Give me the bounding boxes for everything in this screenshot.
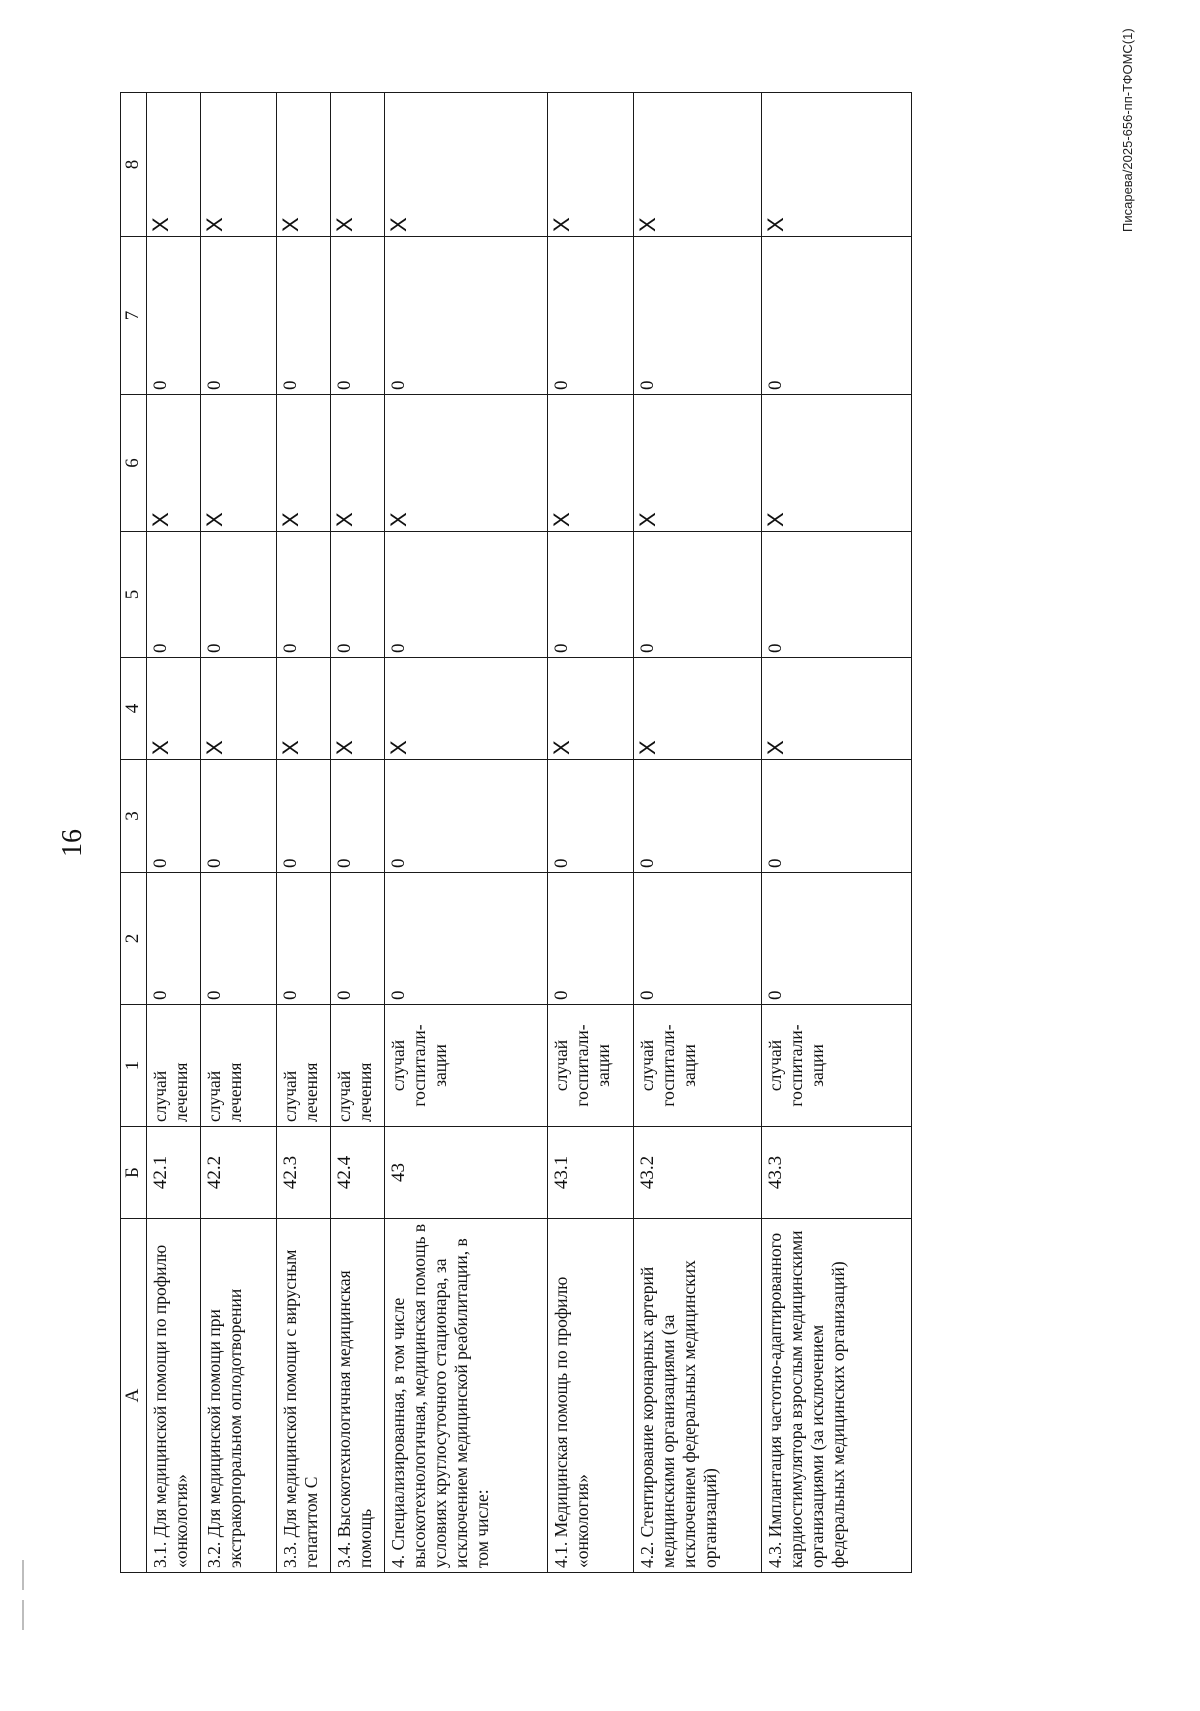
header-cell-7: 7 xyxy=(121,237,147,395)
table-header-row xyxy=(121,93,147,1573)
unit-cell: случай госпитали-зации xyxy=(385,1005,548,1127)
row-code: 43 xyxy=(385,1127,548,1219)
x-mark: X xyxy=(385,658,548,760)
unit-cell: случай лечения xyxy=(277,1005,331,1127)
x-mark: X xyxy=(277,93,331,237)
value-cell: 0 xyxy=(147,760,201,873)
value-cell: 0 xyxy=(147,237,201,395)
unit-cell: случай лечения xyxy=(147,1005,201,1127)
unit-cell: случай госпитали-зации xyxy=(548,1005,634,1127)
value-cell: 0 xyxy=(634,760,762,873)
value-cell: 0 xyxy=(277,873,331,1005)
value-cell: 0 xyxy=(762,873,912,1005)
row-code: 42.4 xyxy=(331,1127,385,1219)
header-cell-6: 6 xyxy=(121,395,147,532)
value-cell: 0 xyxy=(331,532,385,658)
scan-edge-mark xyxy=(22,1600,24,1630)
x-mark: X xyxy=(762,93,912,237)
unit-cell: случай госпитали-зации xyxy=(762,1005,912,1127)
header-cell-1: 1 xyxy=(121,1005,147,1127)
x-mark: X xyxy=(331,93,385,237)
x-mark: X xyxy=(548,658,634,760)
x-mark: X xyxy=(147,658,201,760)
unit-cell: случай госпитали-зации xyxy=(634,1005,762,1127)
value-cell: 0 xyxy=(634,873,762,1005)
value-cell: 0 xyxy=(548,237,634,395)
value-cell: 0 xyxy=(385,237,548,395)
table-row xyxy=(762,93,912,1573)
row-title: 4.3. Имплантация частотно-адаптированного кардиостимулятора взрослым медицинскими организациями (за исключением федеральных медицинских организаций) xyxy=(762,1219,912,1573)
table-row xyxy=(548,93,634,1573)
value-cell: 0 xyxy=(277,237,331,395)
document-code: Писарева/2025-656-пп-ТФОМС(1) xyxy=(1120,28,1135,232)
value-cell: 0 xyxy=(385,532,548,658)
header-cell-b: Б xyxy=(121,1127,147,1219)
value-cell: 0 xyxy=(147,873,201,1005)
table-row xyxy=(147,93,201,1573)
value-cell: 0 xyxy=(634,237,762,395)
scan-edge-mark xyxy=(22,1560,24,1590)
x-mark: X xyxy=(147,395,201,532)
unit-cell: случай лечения xyxy=(331,1005,385,1127)
value-cell: 0 xyxy=(762,532,912,658)
row-code: 43.2 xyxy=(634,1127,762,1219)
table-row xyxy=(385,93,548,1573)
value-cell: 0 xyxy=(201,237,277,395)
row-title: 4.2. Стентирование коронарных артерий медицинскими организациями (за исключением федеральных медицинских организаций) xyxy=(634,1219,762,1573)
row-code: 42.2 xyxy=(201,1127,277,1219)
value-cell: 0 xyxy=(331,760,385,873)
header-cell-4: 4 xyxy=(121,658,147,760)
table-row xyxy=(331,93,385,1573)
rotated-table-container xyxy=(120,93,1000,1573)
row-title: 4. Специализированная, в том числе высокотехнологичная, медицинская помощь в условиях круглосуточного стационара, за исключением медицинской реабилитации, в том числе: xyxy=(385,1219,548,1573)
header-cell-2: 2 xyxy=(121,873,147,1005)
x-mark: X xyxy=(385,93,548,237)
row-title: 3.1. Для медицинской помощи по профилю «онкология» xyxy=(147,1219,201,1573)
header-cell-5: 5 xyxy=(121,532,147,658)
x-mark: X xyxy=(331,395,385,532)
header-cell-8: 8 xyxy=(121,93,147,237)
table-row xyxy=(277,93,331,1573)
row-code: 43.1 xyxy=(548,1127,634,1219)
value-cell: 0 xyxy=(147,532,201,658)
row-title: 3.3. Для медицинской помощи с вирусным гепатитом С xyxy=(277,1219,331,1573)
value-cell: 0 xyxy=(385,873,548,1005)
row-title: 3.4. Высокотехнологичная медицинская помощь xyxy=(331,1219,385,1573)
header-cell-a: А xyxy=(121,1219,147,1573)
x-mark: X xyxy=(201,93,277,237)
row-code: 42.3 xyxy=(277,1127,331,1219)
value-cell: 0 xyxy=(385,760,548,873)
x-mark: X xyxy=(201,658,277,760)
row-title: 4.1. Медицинская помощь по профилю «онкология» xyxy=(548,1219,634,1573)
value-cell: 0 xyxy=(634,532,762,658)
value-cell: 0 xyxy=(331,873,385,1005)
data-table xyxy=(120,92,912,1573)
row-code: 42.1 xyxy=(147,1127,201,1219)
value-cell: 0 xyxy=(548,873,634,1005)
value-cell: 0 xyxy=(331,237,385,395)
row-title: 3.2. Для медицинской помощи при экстракорпоральном оплодотворении xyxy=(201,1219,277,1573)
x-mark: X xyxy=(762,395,912,532)
header-cell-3: 3 xyxy=(121,760,147,873)
x-mark: X xyxy=(762,658,912,760)
x-mark: X xyxy=(147,93,201,237)
value-cell: 0 xyxy=(548,760,634,873)
unit-cell: случай лечения xyxy=(201,1005,277,1127)
value-cell: 0 xyxy=(277,532,331,658)
page-number: 16 xyxy=(57,829,88,857)
table-row xyxy=(201,93,277,1573)
x-mark: X xyxy=(385,395,548,532)
x-mark: X xyxy=(201,395,277,532)
x-mark: X xyxy=(634,395,762,532)
value-cell: 0 xyxy=(548,532,634,658)
x-mark: X xyxy=(548,395,634,532)
x-mark: X xyxy=(277,658,331,760)
x-mark: X xyxy=(634,93,762,237)
value-cell: 0 xyxy=(201,873,277,1005)
value-cell: 0 xyxy=(762,760,912,873)
x-mark: X xyxy=(331,658,385,760)
value-cell: 0 xyxy=(201,760,277,873)
table-row xyxy=(634,93,762,1573)
value-cell: 0 xyxy=(201,532,277,658)
row-code: 43.3 xyxy=(762,1127,912,1219)
x-mark: X xyxy=(634,658,762,760)
x-mark: X xyxy=(548,93,634,237)
x-mark: X xyxy=(277,395,331,532)
value-cell: 0 xyxy=(277,760,331,873)
value-cell: 0 xyxy=(762,237,912,395)
